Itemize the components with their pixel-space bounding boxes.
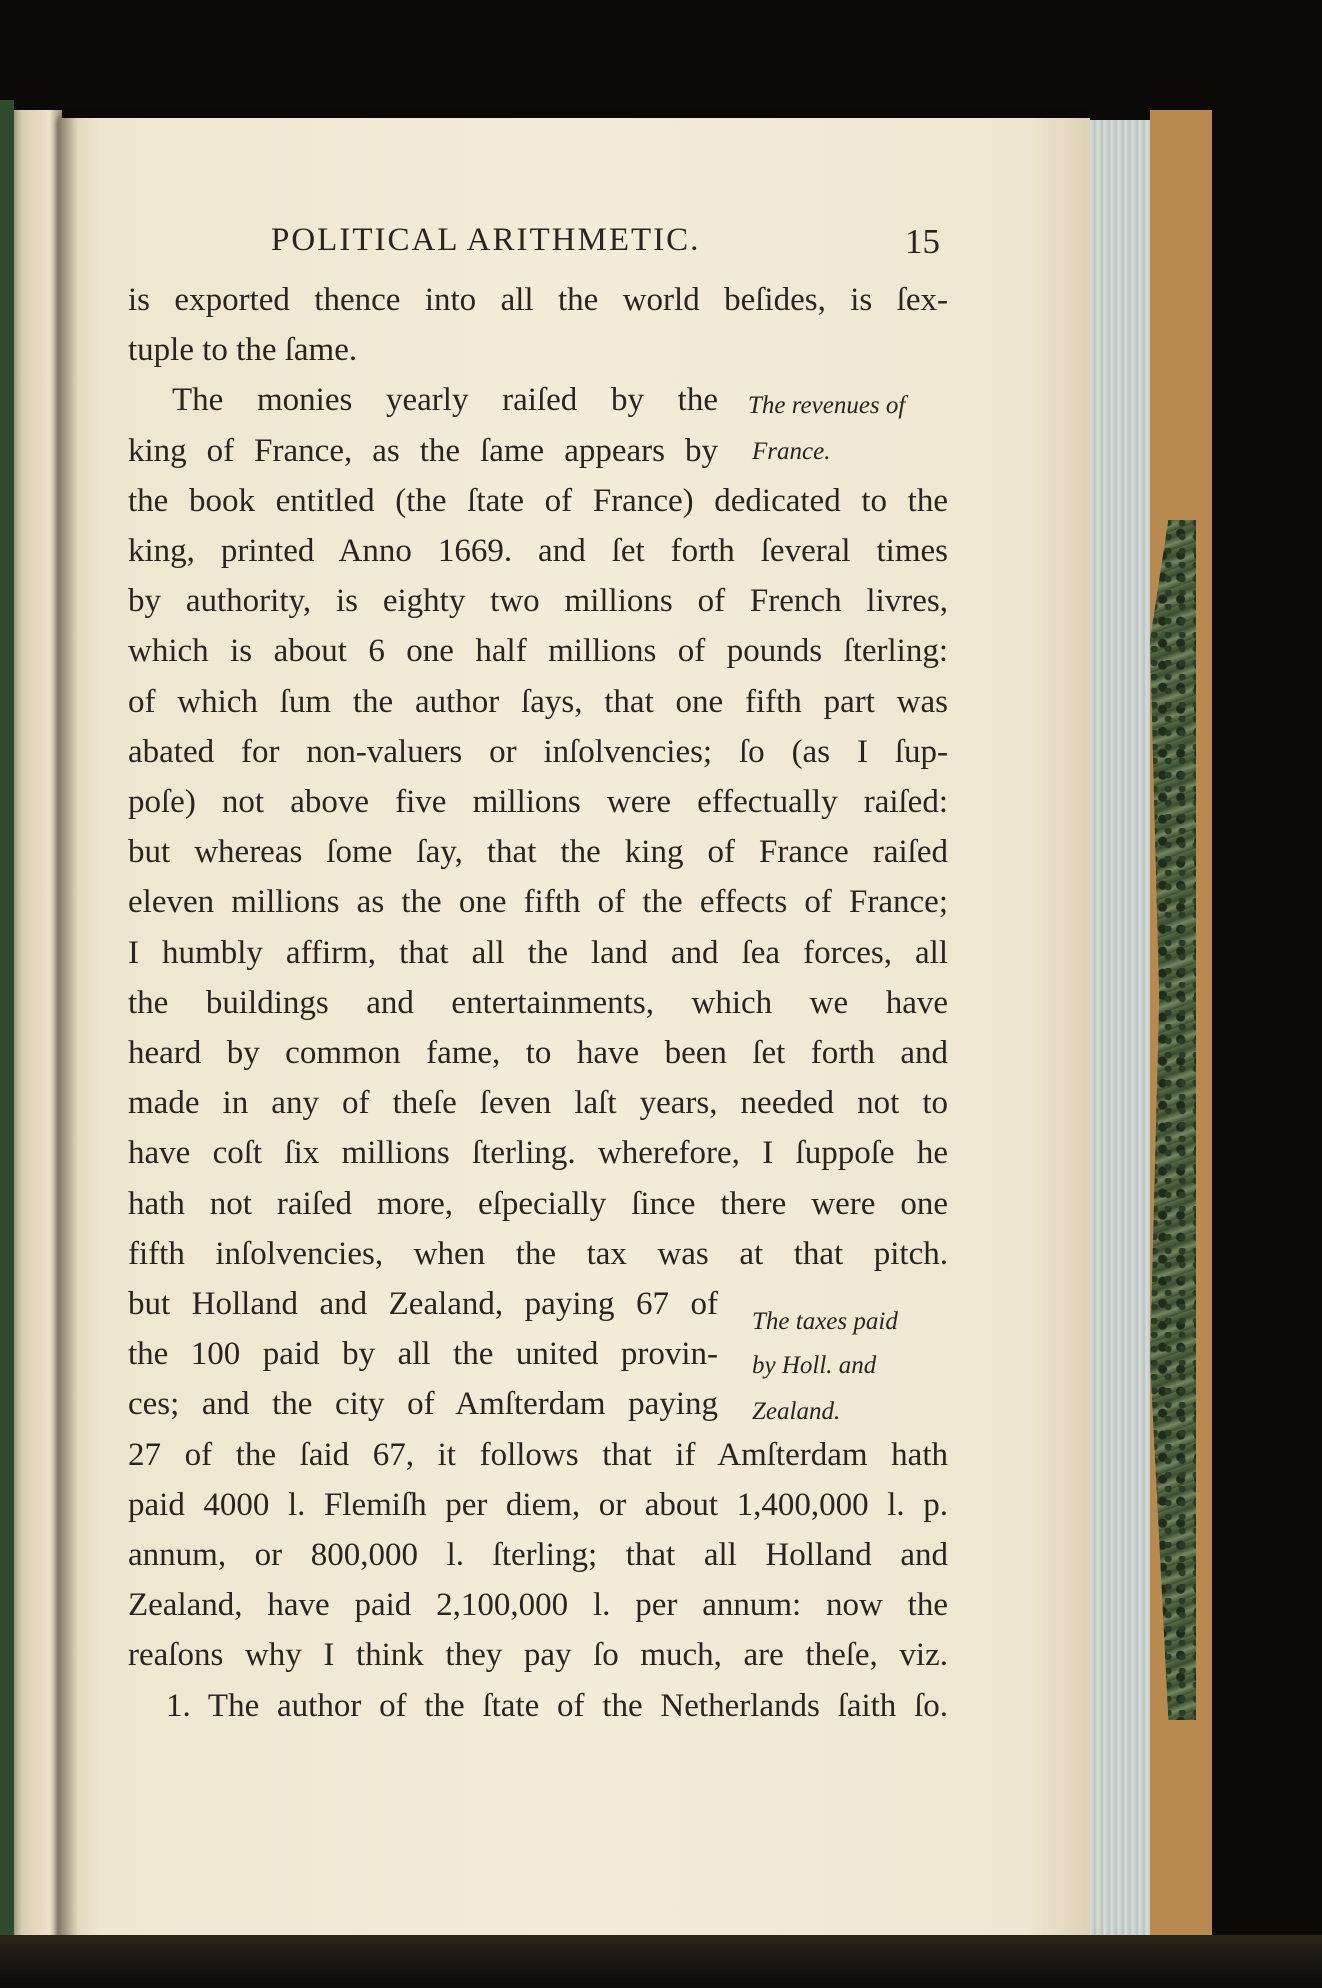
- body-line: the 100 paid by all the united provin-: [128, 1336, 718, 1373]
- margin-note-line: The revenues of: [748, 392, 906, 419]
- body-line: have coſt ſix millions ſterling. wherefore, I ſuppoſe he: [128, 1135, 948, 1172]
- margin-note-line: The taxes paid: [752, 1308, 898, 1335]
- body-line: Zealand, have paid 2,100,000 l. per annum: now the: [128, 1587, 948, 1624]
- page-edges: [1090, 120, 1152, 1940]
- body-line: poſe) not above five millions were effectually raiſed:: [128, 784, 948, 820]
- body-line: I humbly affirm, that all the land and ſea forces, all: [128, 934, 948, 971]
- page-number: 15: [905, 222, 940, 261]
- body-line: which is about 6 one half millions of pounds ſterling:: [128, 633, 948, 670]
- body-line: is exported thence into all the world beſides, is ſex-: [128, 282, 948, 318]
- body-line: fifth inſolvencies, when the tax was at that pitch.: [128, 1235, 948, 1272]
- margin-note-line: Zealand.: [752, 1398, 841, 1425]
- margin-note-line: France.: [752, 438, 831, 465]
- bottom-cover-shadow: [0, 1935, 1322, 1988]
- body-line: made in any of theſe ſeven laſt years, needed not to: [128, 1085, 948, 1122]
- body-line: reaſons why I think they pay ſo much, are theſe, viz.: [128, 1637, 948, 1674]
- body-line: eleven millions as the one fifth of the effects of France;: [128, 884, 948, 921]
- body-line: the book entitled (the ſtate of France) dedicated to the: [128, 482, 948, 519]
- body-line: 27 of the ſaid 67, it follows that if Amſterdam hath: [128, 1436, 948, 1473]
- body-line: annum, or 800,000 l. ſterling; that all Holland and: [128, 1537, 948, 1573]
- body-line: by authority, is eighty two millions of French livres,: [128, 583, 948, 620]
- left-cover-edge: [0, 100, 14, 1950]
- body-line: 1. The author of the ſtate of the Netherlands ſaith ſo.: [166, 1687, 948, 1724]
- body-line: king of France, as the ſame appears by: [128, 432, 718, 469]
- margin-note-line: by Holl. and: [752, 1352, 877, 1379]
- body-line: tuple to the ſame.: [128, 332, 358, 369]
- body-line: abated for non-valuers or inſolvencies; ſo (as I ſup-: [128, 733, 948, 770]
- body-line: paid 4000 l. Flemiſh per diem, or about 1,400,000 l. p.: [128, 1486, 948, 1523]
- body-line: the buildings and entertainments, which we have: [128, 984, 948, 1021]
- gutter-shadow: [58, 118, 78, 1940]
- body-line: ces; and the city of Amſterdam paying: [128, 1386, 718, 1423]
- body-line: but Holland and Zealand, paying 67 of: [128, 1286, 718, 1322]
- body-line: but whereas ſome ſay, that the king of France raiſed: [128, 834, 948, 871]
- body-line: of which ſum the author ſays, that one fifth part was: [128, 683, 948, 720]
- body-line: The monies yearly raiſed by the: [172, 382, 718, 419]
- body-line: king, printed Anno 1669. and ſet forth ſeveral times: [128, 533, 948, 569]
- body-line: hath not raiſed more, eſpecially ſince there were one: [128, 1185, 948, 1222]
- body-line: heard by common fame, to have been ſet forth and: [128, 1035, 948, 1071]
- running-title: POLITICAL ARITHMETIC.: [271, 222, 701, 258]
